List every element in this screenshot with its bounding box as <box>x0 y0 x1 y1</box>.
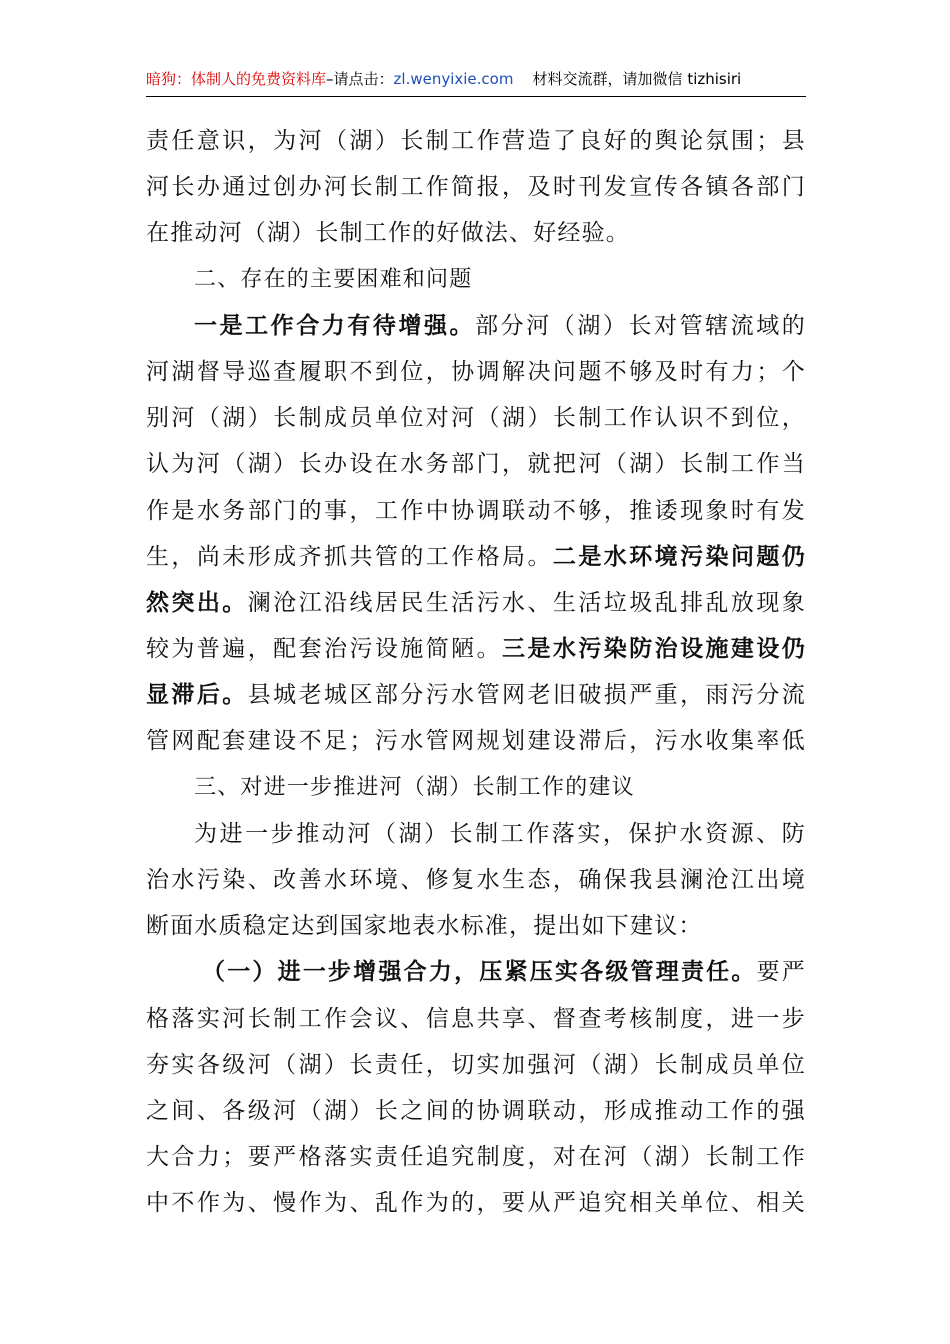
text-line: 断面水质稳定达到国家地表水标准，提出如下建议： <box>146 913 703 940</box>
text-line: 生，尚未形成齐抓共管的工作格局。二是水环境污染问题仍 <box>146 543 806 570</box>
text-line: 较为普遍，配套治污设施简陋。三是水污染防治设施建设仍 <box>146 636 806 663</box>
text-line: 中不作为、慢作为、乱作为的，要从严追究相关单位、相关 <box>146 1190 806 1217</box>
section-heading-3: 三、对进一步推进河（湖）长制工作的建议 <box>194 774 635 800</box>
text-line: 管网配套建设不足；污水管网规划建设滞后，污水收集率低 <box>146 728 806 755</box>
text-line: 河湖督导巡查履职不到位，协调解决问题不够及时有力；个 <box>146 358 806 385</box>
text-line: 河长办通过创办河长制工作简报，及时刊发宣传各镇各部门 <box>146 174 806 201</box>
page-header <box>146 66 806 97</box>
text-line: 然突出。澜沧江沿线居民生活污水、生活垃圾乱排乱放现象 <box>146 589 806 616</box>
subsection-heading-1: （一）进一步增强合力，压紧压实各级管理责任。 <box>202 959 757 986</box>
text-line: 治水污染、改善水环境、修复水生态，确保我县澜沧江出境 <box>146 867 806 893</box>
text-line: 认为河（湖）长办设在水务部门，就把河（湖）长制工作当 <box>146 451 806 478</box>
text-line: 一是工作合力有待增强。部分河（湖）长对管辖流域的 <box>194 312 806 339</box>
header-wechat-note: 材料交流群，请加微信 tizhisiri <box>532 70 742 88</box>
text-line: 大合力；要严格落实责任追究制度，对在河（湖）长制工作 <box>146 1144 806 1171</box>
text-line: 显滞后。县城老城区部分污水管网老旧破损严重，雨污分流 <box>146 682 806 709</box>
header-site-name: 暗狗：体制人的免费资料库 <box>146 70 327 88</box>
text-line: 之间、各级河（湖）长之间的协调联动，形成推动工作的强 <box>146 1097 806 1124</box>
section-heading-2: 二、存在的主要困难和问题 <box>194 266 473 292</box>
text-line: 在推动河（湖）长制工作的好做法、好经验。 <box>146 220 630 247</box>
text-line: 别河（湖）长制成员单位对河（湖）长制工作认识不到位， <box>146 405 806 432</box>
text-line: 作是水务部门的事，工作中协调联动不够，推诿现象时有发 <box>146 497 806 524</box>
text-line: （一）进一步增强合力，压紧压实各级管理责任。要严 <box>202 959 806 986</box>
header-url-link[interactable]: zl.wenyixie.com <box>393 70 514 88</box>
text-line: 为进一步推动河（湖）长制工作落实，保护水资源、防 <box>194 820 806 847</box>
bold-point-2: 二是水环境污染问题仍 <box>552 543 806 570</box>
bold-point-3: 三是水污染防治设施建设仍 <box>502 636 806 663</box>
document-body <box>146 118 806 1227</box>
text-line: 责任意识，为河（湖）长制工作营造了良好的舆论氛围；县 <box>146 128 806 154</box>
text-line: 格落实河长制工作会议、信息共享、督查考核制度，进一步 <box>146 1005 806 1032</box>
bold-point-1: 一是工作合力有待增强。 <box>194 312 476 339</box>
text-line: 夯实各级河（湖）长责任，切实加强河（湖）长制成员单位 <box>146 1051 806 1078</box>
header-click-prompt: –请点击： <box>326 70 394 88</box>
